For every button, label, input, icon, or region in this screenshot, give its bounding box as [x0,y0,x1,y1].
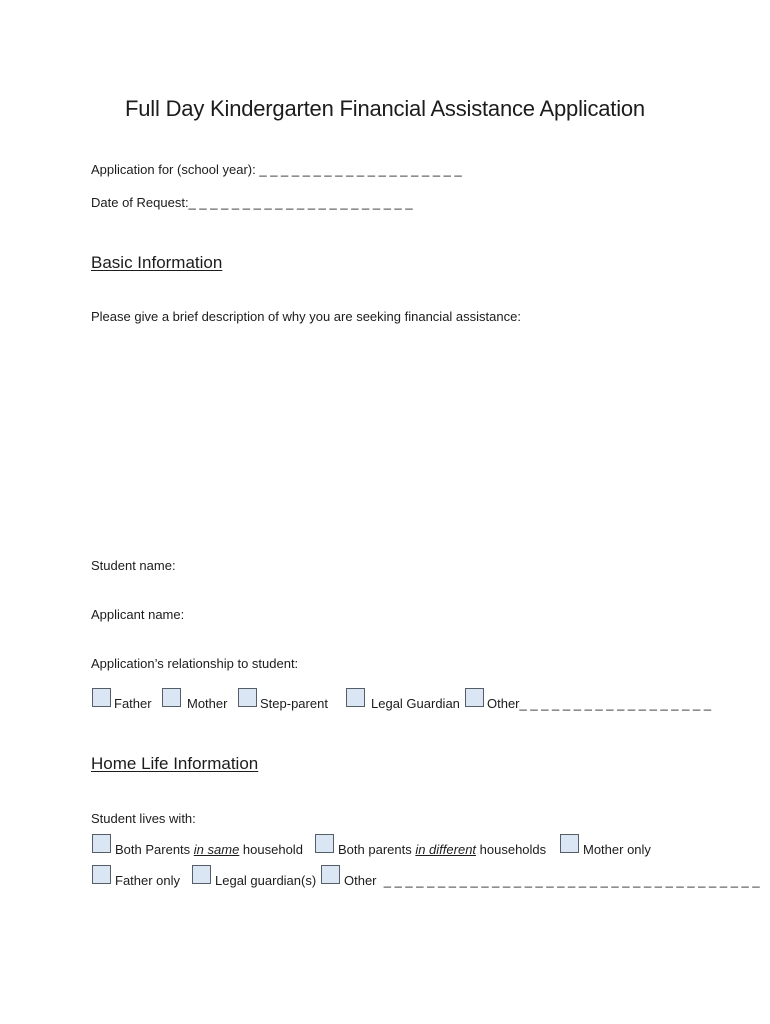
option-label: Legal Guardian [371,696,460,711]
other-field[interactable]: _ _ _ _ _ _ _ _ _ _ _ _ _ _ _ _ _ _ [519,696,712,711]
option-label: Father only [115,873,181,888]
applicant-name-field[interactable] [190,605,680,625]
student-name-field[interactable] [180,556,680,576]
checkbox-step-parent[interactable] [238,688,257,707]
date-request-field[interactable]: _ _ _ _ _ _ _ _ _ _ _ _ _ _ _ _ _ _ _ _ _ [188,195,413,210]
other-label: Other [344,873,377,888]
basic-information-heading: Basic Information [91,253,223,272]
assistance-description-prompt: Please give a brief description of why you are seeking financial assistance: [91,309,521,324]
checkbox-both-different[interactable] [315,834,334,853]
option-label [344,873,760,888]
other-field[interactable]: _ _ _ _ _ _ _ _ _ _ _ _ _ _ _ _ _ _ _ _ _ _ _ _ _ _ _ _ _ _ _ _ _ _ _ [383,873,760,888]
option-label: Both Parents in same household [115,842,303,857]
page-title: Full Day Kindergarten Financial Assistance Application [125,96,645,121]
student-name-label: Student name: [91,558,176,573]
option-label: Mother [187,696,228,711]
checkbox-legal-guardian[interactable] [346,688,365,707]
option-label: Legal guardian(s) [215,873,317,888]
checkbox-father-only[interactable] [92,865,111,884]
emphasis: in different [415,842,477,857]
date-request-line [91,195,413,210]
checkbox-father[interactable] [92,688,111,707]
other-label: Other [487,696,520,711]
assistance-description-field[interactable] [91,332,681,542]
option-label: Father [114,696,152,711]
option-label [487,696,711,711]
checkbox-mother[interactable] [162,688,181,707]
emphasis: in same [193,842,240,857]
lives-with-label: Student lives with: [91,811,196,826]
option-label: Mother only [583,842,651,857]
school-year-field[interactable]: _ _ _ _ _ _ _ _ _ _ _ _ _ _ _ _ _ _ _ [259,162,462,177]
checkbox-mother-only[interactable] [560,834,579,853]
checkbox-other[interactable] [465,688,484,707]
option-label: Both parents in different households [338,842,547,857]
checkbox-legal-guardians[interactable] [192,865,211,884]
checkbox-both-same[interactable] [92,834,111,853]
checkbox-other-lives-with[interactable] [321,865,340,884]
date-request-label: Date of Request: [91,195,189,210]
school-year-line [91,162,462,177]
relationship-label: Application’s relationship to student: [91,656,299,671]
option-label: Step-parent [260,696,328,711]
school-year-label: Application for (school year): [91,162,260,177]
applicant-name-label: Applicant name: [91,607,185,622]
home-life-heading: Home Life Information [91,754,259,773]
